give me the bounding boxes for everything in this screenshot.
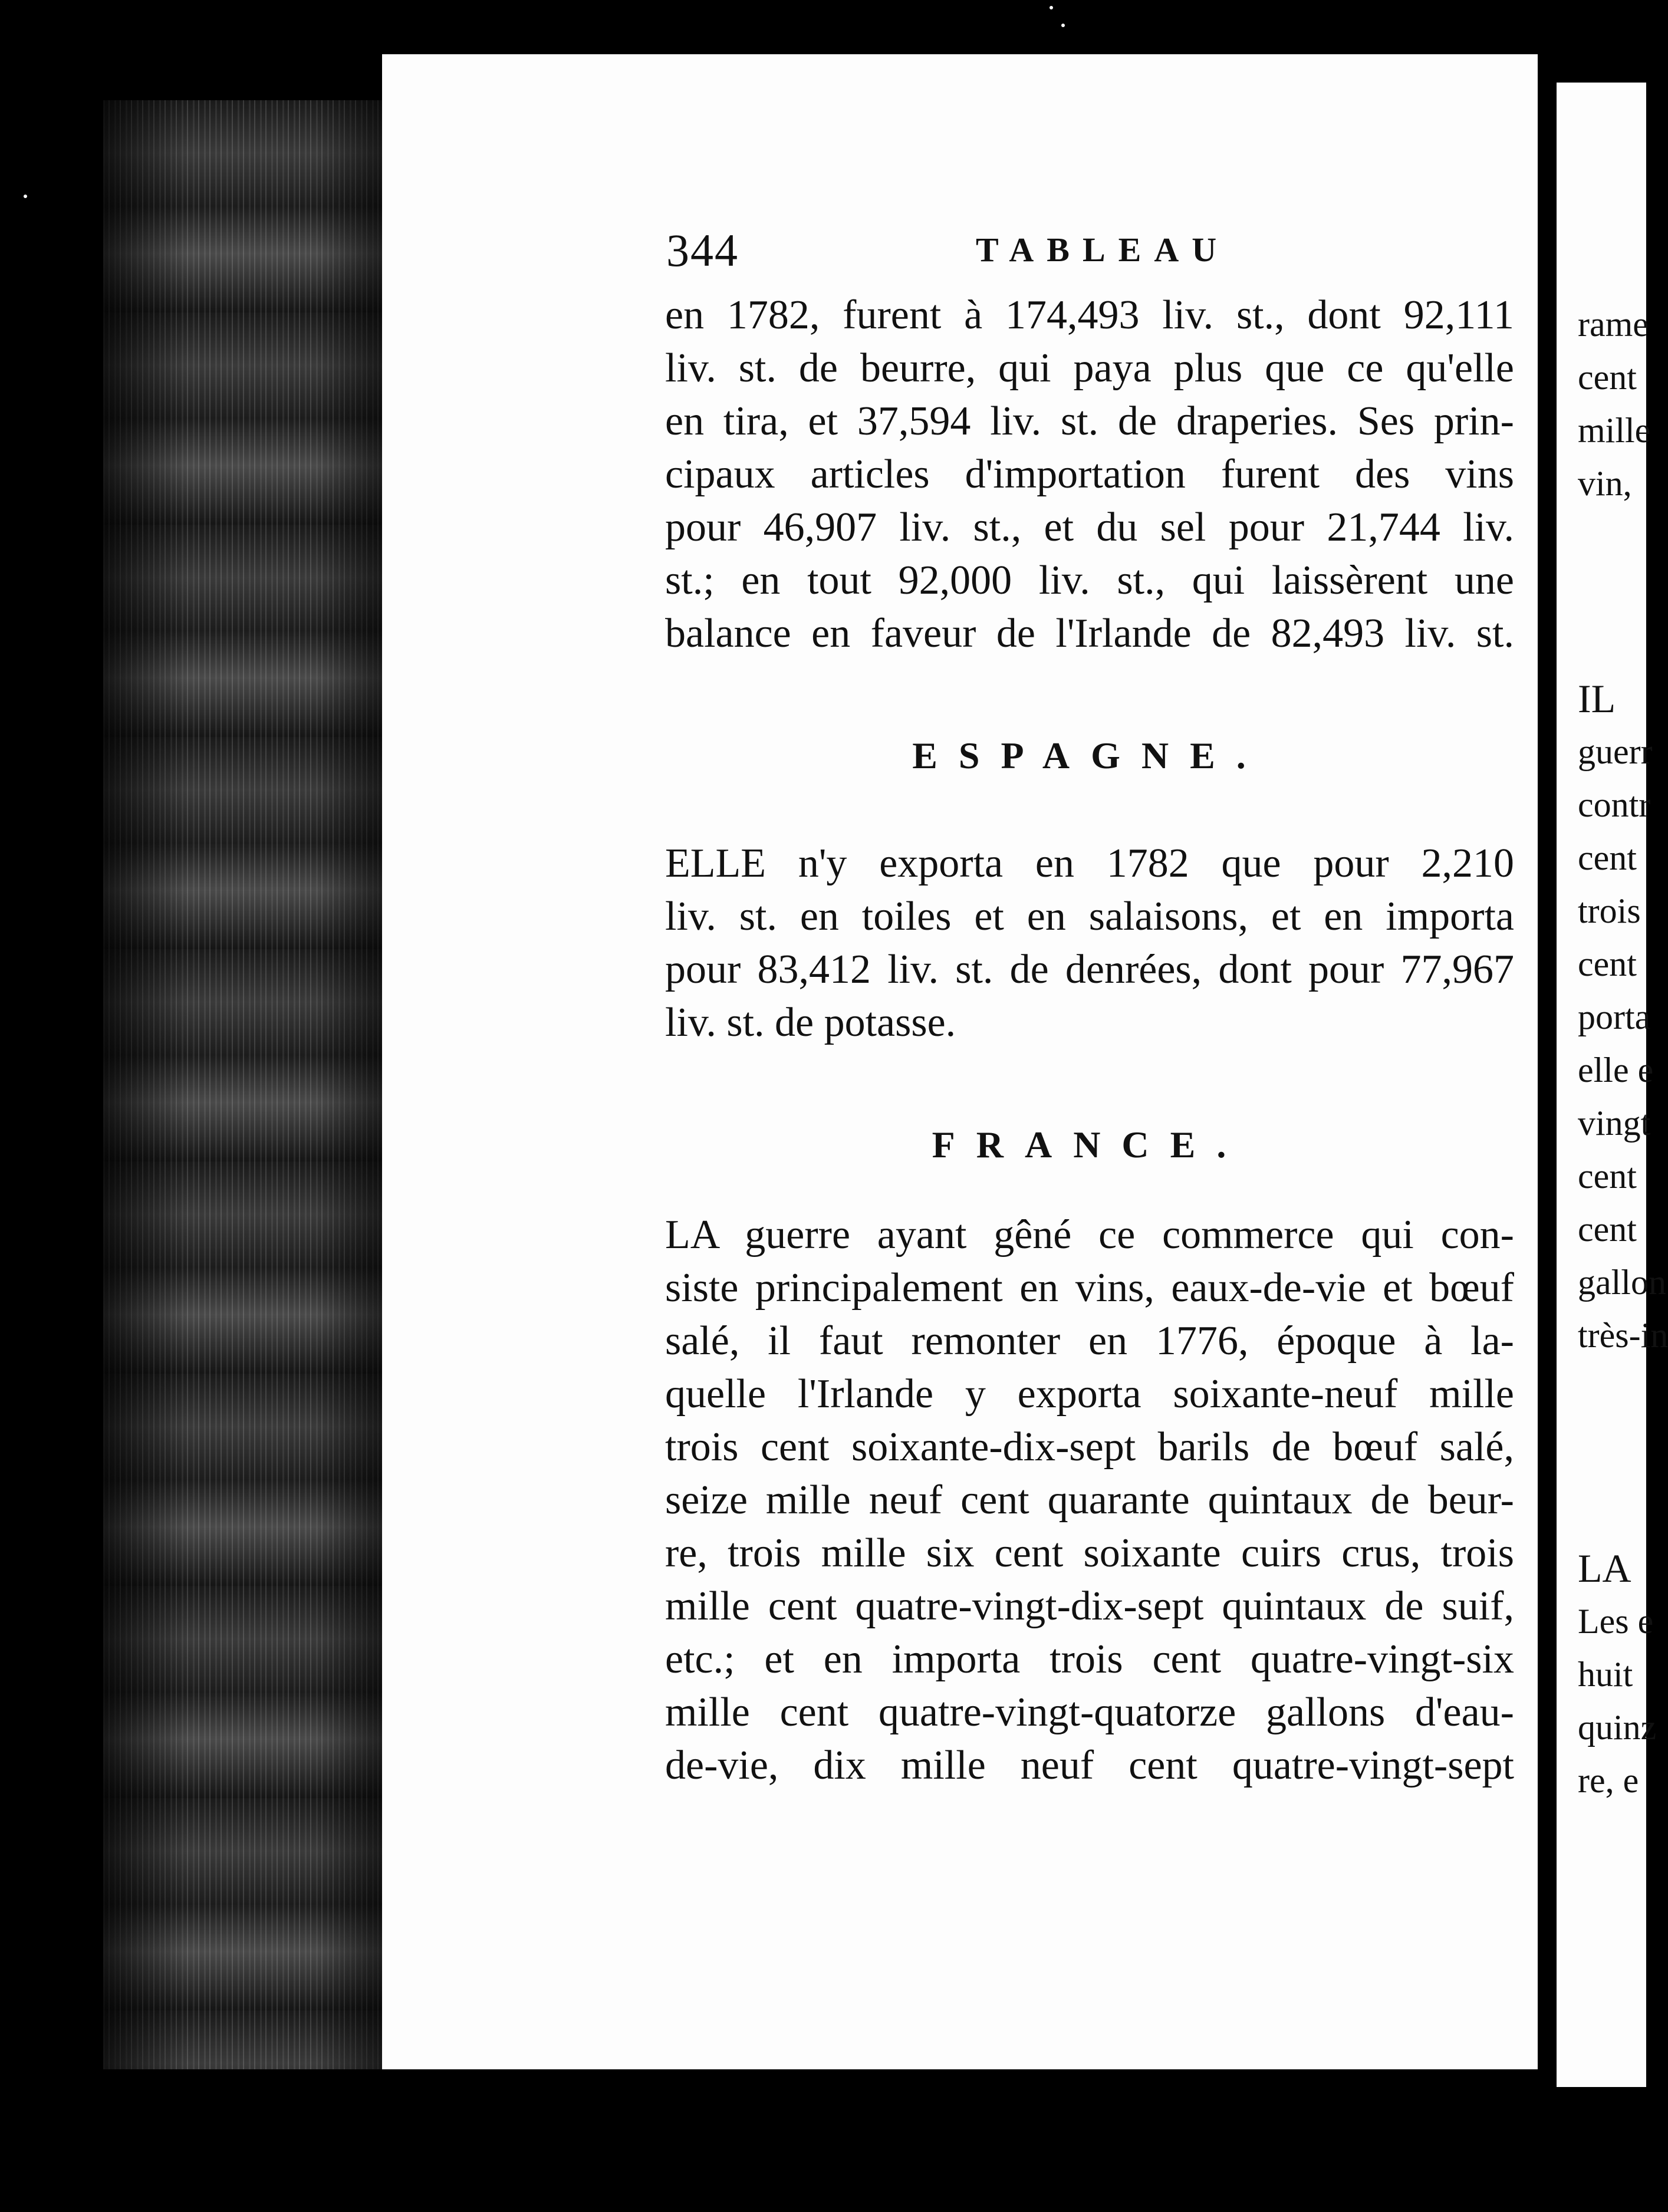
section-heading-espagne: ESPAGNE. xyxy=(912,735,1267,776)
scan-speck xyxy=(24,195,27,198)
text-line: en 1782, furent à 174,493 liv. st., dont 92,111 xyxy=(665,292,1514,338)
facing-line: très-in xyxy=(1578,1316,1668,1355)
text-line: LA guerre ayant gêné ce commerce qui con- xyxy=(665,1212,1514,1258)
text-line: ELLE n'y exporta en 1782 que pour 2,210 xyxy=(665,841,1514,886)
text-line: siste principalement en vins, eaux-de-vie et bœuf xyxy=(665,1265,1514,1311)
facing-line: porta xyxy=(1578,998,1651,1036)
facing-line: rame xyxy=(1578,305,1649,344)
book-edge-shadow xyxy=(103,100,386,2069)
text-line: balance en faveur de l'Irlande de 82,493 liv. st. xyxy=(665,611,1514,656)
running-title: TABLEAU xyxy=(976,231,1230,269)
running-head xyxy=(666,224,1515,283)
facing-line: cent xyxy=(1578,1210,1637,1249)
text-line: pour 46,907 liv. st., et du sel pour 21,744 liv. xyxy=(665,505,1514,550)
text-line: re, trois mille six cent soixante cuirs crus, trois xyxy=(665,1530,1514,1576)
text-line: liv. st. de potasse. xyxy=(665,1000,956,1045)
facing-line: vin, xyxy=(1578,464,1632,503)
text-line: mille cent quatre-vingt-quatorze gallons d'eau- xyxy=(665,1690,1514,1735)
facing-line: cent xyxy=(1578,944,1637,983)
text-line: etc.; et en importa trois cent quatre-vingt-six xyxy=(665,1637,1514,1682)
facing-line: vingt xyxy=(1578,1104,1651,1143)
text-line: liv. st. de beurre, qui paya plus que ce qu'elle xyxy=(665,345,1514,391)
text-line: liv. st. en toiles et en salaisons, et en importa xyxy=(665,894,1514,939)
facing-line: gallon xyxy=(1578,1263,1666,1302)
facing-line: contr xyxy=(1578,785,1651,824)
text-line: mille cent quatre-vingt-dix-sept quintaux de suif, xyxy=(665,1584,1514,1629)
facing-line: trois xyxy=(1578,891,1641,930)
facing-line: quinz xyxy=(1578,1708,1657,1747)
text-line: trois cent soixante-dix-sept barils de bœuf salé, xyxy=(665,1424,1514,1470)
facing-line: LA xyxy=(1578,1546,1631,1591)
facing-line: elle e xyxy=(1578,1051,1654,1089)
text-line: quelle l'Irlande y exporta soixante-neuf mille xyxy=(665,1371,1514,1417)
facing-line: huit xyxy=(1578,1655,1633,1694)
scan-speck xyxy=(1061,24,1065,27)
facing-line: cent xyxy=(1578,358,1637,397)
text-line: cipaux articles d'importation furent des vins xyxy=(665,452,1514,497)
facing-line: IL xyxy=(1578,676,1616,721)
text-line: pour 83,412 liv. st. de denrées, dont pour 77,967 xyxy=(665,947,1514,992)
scan-speck xyxy=(1050,6,1053,9)
text-line: seize mille neuf cent quarante quintaux de beur- xyxy=(665,1477,1514,1523)
facing-line: guerr xyxy=(1578,732,1653,771)
text-line: de-vie, dix mille neuf cent quatre-vingt-sept xyxy=(665,1743,1514,1788)
facing-line: cent xyxy=(1578,838,1637,877)
text-line: st.; en tout 92,000 liv. st., qui laissèrent une xyxy=(665,558,1514,603)
facing-line: mille xyxy=(1578,411,1651,450)
facing-line: Les e xyxy=(1578,1602,1654,1641)
section-heading-france: FRANCE. xyxy=(932,1124,1248,1166)
facing-line: cent xyxy=(1578,1157,1637,1196)
page-number: 344 xyxy=(666,225,739,276)
text-line: salé, il faut remonter en 1776, époque à la- xyxy=(665,1318,1514,1364)
text-line: en tira, et 37,594 liv. st. de draperies. Ses prin- xyxy=(665,399,1514,444)
facing-page xyxy=(1557,83,1668,2087)
facing-line: re, e xyxy=(1578,1761,1639,1800)
